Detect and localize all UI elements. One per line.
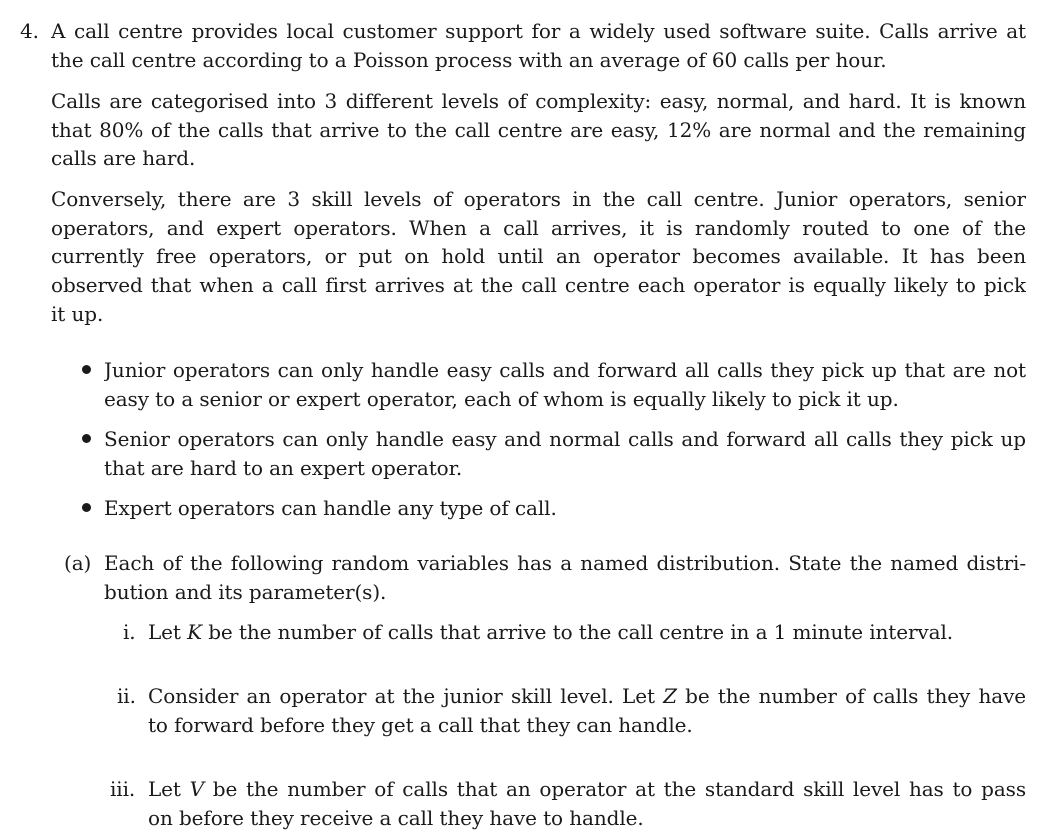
bullet-point xyxy=(82,365,91,374)
question-number: 4. xyxy=(20,19,39,43)
para3-line-1: Conversely, there are 3 skill levels of operators in the call centre. Junior operators, senior xyxy=(51,187,1026,211)
bullet-2-line-1: Senior operators can only handle easy and normal calls and forward all calls they pick up xyxy=(104,427,1026,451)
bullet-point xyxy=(82,503,91,512)
bullet-1-line-2: easy to a senior or expert operator, each of whom is equally likely to pick it up. xyxy=(104,387,899,411)
part-a-line-1: Each of the following random variables has a named distribution. State the named distri- xyxy=(104,551,1026,575)
para3-line-3: currently free operators, or put on hold until an operator becomes available. It has been xyxy=(51,244,1026,268)
bullet-2-line-2: that are hard to an expert operator. xyxy=(104,456,463,480)
part-a-label: (a) xyxy=(64,551,92,575)
intro-line-2: the call centre according to a Poisson process with an average of 60 calls per hour. xyxy=(51,48,887,72)
subpart-ii-text xyxy=(148,684,1026,708)
subpart-i-label: i. xyxy=(123,620,136,644)
subpart-ii-pre: Consider an operator at the junior skill level. Let xyxy=(148,684,664,708)
variable-k: K xyxy=(187,620,202,644)
subpart-iii-pre: Let xyxy=(148,777,190,801)
para2-line-3: calls are hard. xyxy=(51,146,196,170)
subpart-iii-post: be the number of calls that an operator at the standard skill level has to pass xyxy=(203,777,1026,801)
variable-v: V xyxy=(189,777,204,801)
subpart-iii-label: iii. xyxy=(110,777,136,801)
subpart-i-post: be the number of calls that arrive to the call centre in a 1 minute interval. xyxy=(201,620,953,644)
subpart-iii-text xyxy=(148,777,1026,801)
para3-line-2: operators, and expert operators. When a call arrives, it is randomly routed to one of the xyxy=(51,216,1026,240)
intro-line-1: A call centre provides local customer support for a widely used software suite. Calls arrive at xyxy=(51,19,1026,43)
subpart-i-text xyxy=(148,620,953,644)
subpart-ii-line-2: to forward before they get a call that they can handle. xyxy=(148,713,693,737)
bullet-3-line-1: Expert operators can handle any type of call. xyxy=(104,496,557,520)
bullet-1-line-1: Junior operators can only handle easy calls and forward all calls they pick up that are not xyxy=(104,358,1026,382)
subpart-ii-label: ii. xyxy=(117,684,136,708)
para2-line-2: that 80% of the calls that arrive to the call centre are easy, 12% are normal and the remaining xyxy=(51,118,1026,142)
para3-line-5: it up. xyxy=(51,302,104,326)
para3-line-4: observed that when a call first arrives at the call centre each operator is equally likely to pick xyxy=(51,273,1026,297)
subpart-iii-line-2: on before they receive a call they have to handle. xyxy=(148,806,644,830)
variable-z: Z xyxy=(663,684,677,708)
part-a-line-2: bution and its parameter(s). xyxy=(104,580,387,604)
subpart-i-pre: Let xyxy=(148,620,188,644)
subpart-ii-post: be the number of calls they have xyxy=(676,684,1026,708)
bullet-point xyxy=(82,434,91,443)
para2-line-1: Calls are categorised into 3 different levels of complexity: easy, normal, and hard. It is known xyxy=(51,89,1026,113)
